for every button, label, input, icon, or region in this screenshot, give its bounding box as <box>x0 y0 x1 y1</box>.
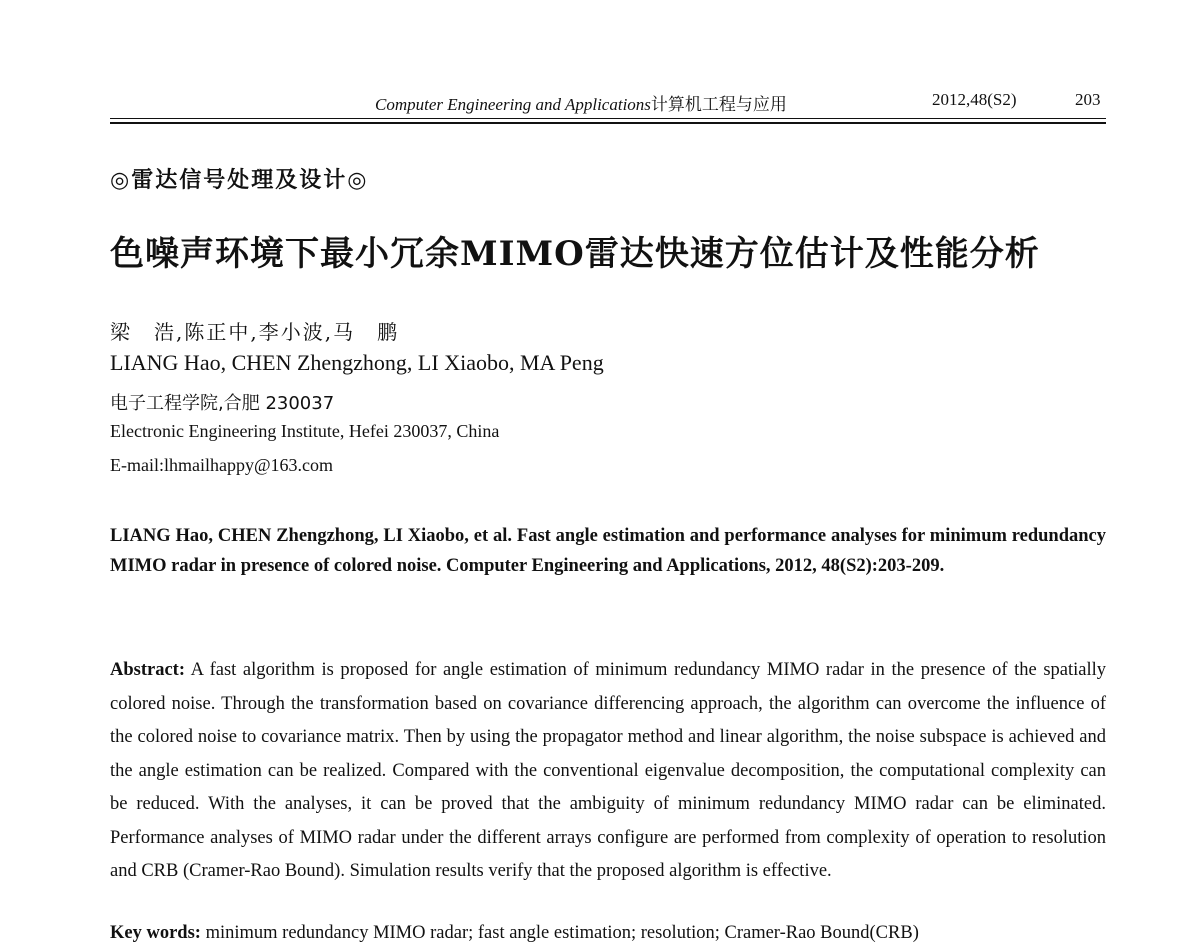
abstract-block <box>110 654 1106 889</box>
authors-cn: 梁 浩,陈正中,李小波,马 鹏 <box>110 320 400 344</box>
affiliation-en: Electronic Engineering Institute, Hefei 230037, China <box>110 421 500 441</box>
running-header-journal <box>375 90 787 115</box>
paper-title: 色噪声环境下最小冗余MIMO雷达快速方位估计及性能分析 <box>110 234 1040 274</box>
journal-name-en: Computer Engineering and Applications <box>375 95 651 114</box>
keywords-label: Key words: <box>110 923 201 943</box>
running-header-issue: 2012,48(S2) <box>932 90 1017 109</box>
email-address: E-mail:lhmailhappy@163.com <box>110 455 334 475</box>
abstract-text: A fast algorithm is proposed for angle estimation of minimum redundancy MIMO radar in the presence of the spatially colored noise. Through the transformation based on covariance differencing approach, the algorithm can overcome the influence of the colored noise to covariance matrix. Then by using the propagator method and linear algorithm, the noise subspace is achieved and the angle estimation can be realized. Compared with the conventional eigenvalue decomposition, the computational complexity can be reduced. With the analyses, it can be proved that the ambiguity of minimum redundancy MIMO radar can be eliminated. Performance analyses of MIMO radar under the different arrays configure are performed from complexity of operation to resolution and CRB (Cramer-Rao Bound). Simulation results verify that the proposed algorithm is effective. <box>110 660 1107 881</box>
journal-name-cn: 计算机工程与应用 <box>650 95 787 114</box>
header-rule-thin <box>110 118 1106 119</box>
header-rule-thick <box>110 122 1106 124</box>
keywords-block <box>110 923 919 944</box>
authors-en: LIANG Hao, CHEN Zhengzhong, LI Xiaobo, MA Peng <box>110 350 604 375</box>
keywords-text: minimum redundancy MIMO radar; fast angle estimation; resolution; Cramer-Rao Bound(CRB) <box>205 923 919 943</box>
citation-block: LIANG Hao, CHEN Zhengzhong, LI Xiaobo, et al. Fast angle estimation and performance analyses for minimum redundancy MIMO radar in presence of colored noise. Computer Engineering and Applications, 2012, 48(S2):203-209. <box>110 526 1106 576</box>
abstract-label: Abstract: <box>110 660 186 680</box>
section-tag: ◎雷达信号处理及设计◎ <box>110 168 369 193</box>
affiliation-cn: 电子工程学院,合肥 230037 <box>110 393 335 414</box>
page-number: 203 <box>1075 90 1101 109</box>
